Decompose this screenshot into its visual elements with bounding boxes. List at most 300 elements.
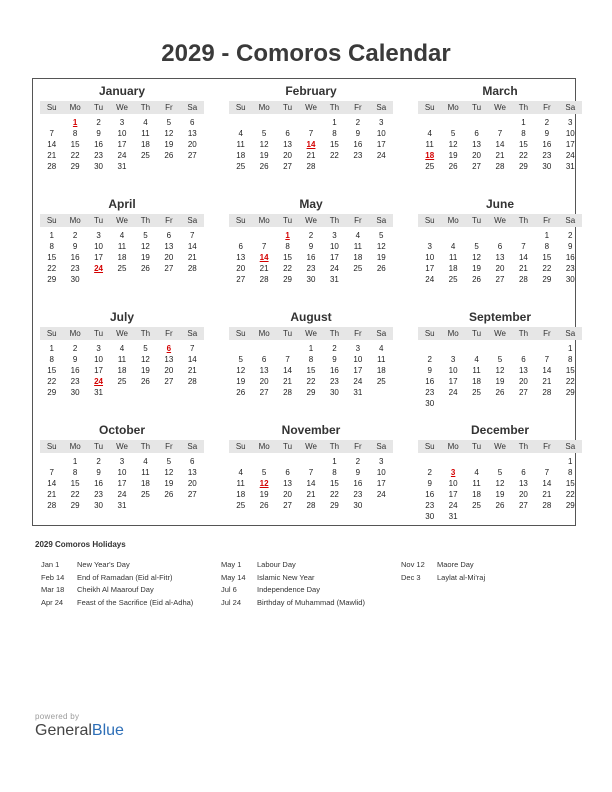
day-cell: 10 xyxy=(448,479,458,488)
empty-day-cell xyxy=(252,117,275,128)
day-cell: 22 xyxy=(47,377,57,386)
day-cell: 20 xyxy=(283,490,293,499)
month-may xyxy=(229,197,393,285)
day-cell: 9 xyxy=(355,468,361,477)
weekday-label: Tu xyxy=(472,329,482,338)
day-cell: 26 xyxy=(495,501,505,510)
day-cell: 21 xyxy=(518,264,528,273)
month-february xyxy=(229,84,393,172)
weekday-label: Th xyxy=(518,329,529,338)
day-cell: 5 xyxy=(497,355,503,364)
day-cell: 22 xyxy=(47,264,57,273)
day-cell: 26 xyxy=(236,388,246,397)
day-cell: 18 xyxy=(117,253,127,262)
day-cell: 6 xyxy=(521,355,526,364)
weekday-label: Mo xyxy=(69,329,81,338)
day-cell: 9 xyxy=(427,479,432,488)
day-cell: 16 xyxy=(70,366,80,375)
day-grid xyxy=(40,456,204,511)
day-cell: 6 xyxy=(521,468,526,477)
weekday-label: Sa xyxy=(187,103,198,112)
day-cell: 4 xyxy=(119,344,125,353)
day-cell: 12 xyxy=(495,479,505,488)
holiday-day-cell: 6 xyxy=(166,344,172,353)
weekday-label: Sa xyxy=(376,216,387,225)
day-cell: 8 xyxy=(544,242,550,251)
day-cell: 31 xyxy=(353,388,363,397)
day-cell: 20 xyxy=(187,479,197,488)
day-cell: 5 xyxy=(497,468,503,477)
holiday-item xyxy=(221,584,365,597)
day-cell: 11 xyxy=(425,140,434,149)
day-cell: 25 xyxy=(236,162,246,171)
day-cell: 9 xyxy=(72,242,78,251)
day-cell: 22 xyxy=(70,490,80,499)
month-july xyxy=(40,310,204,398)
day-cell: 20 xyxy=(518,377,528,386)
day-cell: 12 xyxy=(472,253,482,262)
holiday-day-cell: 3 xyxy=(450,468,456,477)
weekday-label: Tu xyxy=(283,442,293,451)
weekday-header xyxy=(418,440,582,453)
day-cell: 20 xyxy=(236,264,246,273)
weekday-label: We xyxy=(494,442,506,451)
day-cell: 24 xyxy=(376,151,386,160)
day-cell: 29 xyxy=(70,162,80,171)
holiday-name: New Year's Day xyxy=(77,560,130,569)
day-cell: 22 xyxy=(542,264,552,273)
empty-day-cell xyxy=(40,456,63,467)
day-cell: 25 xyxy=(117,377,127,386)
weekday-label: Mo xyxy=(447,216,459,225)
day-cell: 26 xyxy=(164,151,174,160)
day-cell: 15 xyxy=(565,366,575,375)
day-cell: 24 xyxy=(425,275,435,284)
day-grid xyxy=(40,117,204,172)
weekday-label: Tu xyxy=(283,329,293,338)
day-cell: 25 xyxy=(140,490,150,499)
day-cell: 25 xyxy=(236,501,246,510)
day-cell: 19 xyxy=(259,151,269,160)
weekday-label: Su xyxy=(424,329,435,338)
day-cell: 20 xyxy=(518,490,528,499)
day-cell: 30 xyxy=(70,275,80,284)
day-cell: 13 xyxy=(259,366,269,375)
day-cell: 7 xyxy=(521,242,526,251)
day-cell: 1 xyxy=(72,457,78,466)
holiday-date: Apr 24 xyxy=(41,597,64,607)
weekday-label: Su xyxy=(235,442,246,451)
day-cell: 18 xyxy=(353,253,363,262)
weekday-header xyxy=(40,214,204,227)
day-cell: 8 xyxy=(521,129,526,138)
day-cell: 6 xyxy=(497,242,503,251)
weekday-label: Fr xyxy=(543,329,551,338)
day-cell: 6 xyxy=(261,355,267,364)
day-cell: 25 xyxy=(353,264,363,273)
month-name: December xyxy=(470,423,530,437)
day-cell: 2 xyxy=(96,457,101,466)
day-cell: 21 xyxy=(259,264,269,273)
day-cell: 21 xyxy=(187,253,197,262)
day-cell: 27 xyxy=(187,151,197,160)
day-cell: 23 xyxy=(565,264,575,273)
weekday-label: Sa xyxy=(187,329,198,338)
day-cell: 23 xyxy=(425,388,435,397)
day-cell: 23 xyxy=(70,264,80,273)
day-cell: 23 xyxy=(425,501,435,510)
day-cell: 18 xyxy=(236,490,246,499)
month-january xyxy=(40,84,204,172)
day-cell: 12 xyxy=(376,242,386,251)
day-grid xyxy=(418,117,582,172)
empty-day-cell xyxy=(512,230,535,241)
holiday-item xyxy=(401,559,485,572)
day-cell: 4 xyxy=(450,242,456,251)
day-cell: 26 xyxy=(495,388,505,397)
day-cell: 26 xyxy=(259,162,269,171)
month-name: November xyxy=(281,423,341,437)
holiday-name: Feast of the Sacrifice (Eid al-Adha) xyxy=(77,597,194,607)
weekday-label: We xyxy=(305,329,317,338)
day-cell: 20 xyxy=(187,140,197,149)
weekday-label: Th xyxy=(518,103,529,112)
day-cell: 7 xyxy=(308,468,314,477)
day-cell: 23 xyxy=(94,490,104,499)
weekday-label: Sa xyxy=(187,442,198,451)
day-grid xyxy=(229,117,393,172)
empty-day-cell xyxy=(299,456,322,467)
holiday-date: Feb 14 xyxy=(41,572,65,582)
empty-day-cell xyxy=(229,456,252,467)
day-cell: 6 xyxy=(285,468,290,477)
day-cell: 24 xyxy=(329,264,339,273)
month-name: July xyxy=(109,310,134,324)
day-cell: 23 xyxy=(306,264,316,273)
day-cell: 16 xyxy=(542,140,552,149)
day-grid xyxy=(40,230,204,285)
empty-day-cell xyxy=(418,117,441,128)
generalblue-logo: GeneralBlue xyxy=(35,722,124,739)
day-cell: 4 xyxy=(474,468,479,477)
weekday-label: Fr xyxy=(165,442,173,451)
day-cell: 13 xyxy=(164,355,174,364)
weekday-label: Sa xyxy=(187,216,198,225)
day-cell: 9 xyxy=(308,242,314,251)
month-name: March xyxy=(482,84,518,98)
day-cell: 30 xyxy=(306,275,316,284)
day-cell: 14 xyxy=(495,140,505,149)
day-cell: 15 xyxy=(70,140,80,149)
day-cell: 1 xyxy=(568,344,573,353)
day-cell: 13 xyxy=(187,129,197,138)
holiday-item xyxy=(221,597,365,610)
day-cell: 22 xyxy=(306,377,316,386)
day-cell: 17 xyxy=(94,366,104,375)
day-cell: 20 xyxy=(164,366,174,375)
day-cell: 28 xyxy=(306,162,316,171)
holiday-name: Maore Day xyxy=(437,560,474,569)
day-cell: 12 xyxy=(140,355,150,364)
holiday-name: End of Ramadan (Eid al-Fitr) xyxy=(77,572,173,582)
day-cell: 21 xyxy=(495,151,505,160)
day-cell: 11 xyxy=(117,355,127,364)
day-cell: 16 xyxy=(306,253,316,262)
day-cell: 20 xyxy=(259,377,269,386)
day-cell: 6 xyxy=(474,129,479,138)
weekday-header xyxy=(418,101,582,114)
day-cell: 23 xyxy=(353,490,363,499)
day-cell: 7 xyxy=(49,468,54,477)
day-cell: 1 xyxy=(544,231,550,240)
day-cell: 14 xyxy=(283,366,293,375)
weekday-label: Mo xyxy=(447,103,459,112)
holiday-name: Cheikh Al Maarouf Day xyxy=(77,585,154,594)
weekday-label: Mo xyxy=(258,329,270,338)
day-cell: 10 xyxy=(376,468,386,477)
day-cell: 24 xyxy=(376,490,386,499)
day-cell: 25 xyxy=(472,388,482,397)
weekday-label: Tu xyxy=(472,216,482,225)
day-cell: 10 xyxy=(117,129,127,138)
weekday-label: Th xyxy=(140,329,151,338)
day-cell: 3 xyxy=(119,118,125,127)
weekday-label: We xyxy=(494,103,506,112)
day-cell: 29 xyxy=(47,388,57,397)
day-cell: 27 xyxy=(236,275,246,284)
day-cell: 10 xyxy=(329,242,339,251)
day-cell: 19 xyxy=(495,377,505,386)
weekday-label: Th xyxy=(518,216,529,225)
day-cell: 21 xyxy=(542,490,552,499)
holiday-day-cell: 12 xyxy=(259,479,269,488)
day-cell: 15 xyxy=(329,479,339,488)
weekday-header xyxy=(40,101,204,114)
day-cell: 9 xyxy=(355,129,361,138)
empty-day-cell xyxy=(229,343,252,354)
day-cell: 20 xyxy=(495,264,505,273)
day-cell: 25 xyxy=(376,377,386,386)
day-cell: 28 xyxy=(283,388,293,397)
day-grid xyxy=(418,343,582,409)
day-cell: 24 xyxy=(448,501,458,510)
empty-day-cell xyxy=(465,456,488,467)
day-cell: 16 xyxy=(353,479,363,488)
day-cell: 14 xyxy=(187,355,197,364)
day-cell: 23 xyxy=(94,151,104,160)
day-grid xyxy=(229,456,393,511)
day-cell: 2 xyxy=(308,231,314,240)
day-cell: 15 xyxy=(70,479,80,488)
weekday-label: Th xyxy=(140,442,151,451)
day-cell: 30 xyxy=(425,399,435,408)
day-cell: 18 xyxy=(140,479,150,488)
weekday-label: Mo xyxy=(69,103,81,112)
day-cell: 28 xyxy=(259,275,269,284)
day-cell: 6 xyxy=(190,457,195,466)
empty-day-cell xyxy=(252,230,275,241)
day-cell: 17 xyxy=(376,140,386,149)
weekday-label: We xyxy=(116,442,128,451)
day-cell: 24 xyxy=(117,151,127,160)
day-cell: 29 xyxy=(306,388,316,397)
empty-day-cell xyxy=(276,456,299,467)
empty-day-cell xyxy=(418,343,441,354)
day-cell: 30 xyxy=(94,501,104,510)
day-cell: 10 xyxy=(117,468,127,477)
day-cell: 2 xyxy=(568,231,573,240)
day-cell: 11 xyxy=(141,129,150,138)
weekday-label: Fr xyxy=(543,216,551,225)
empty-day-cell xyxy=(465,343,488,354)
day-cell: 29 xyxy=(70,501,80,510)
day-cell: 30 xyxy=(425,512,435,521)
holiday-item xyxy=(221,559,365,572)
weekday-label: Tu xyxy=(94,216,104,225)
weekday-label: Th xyxy=(329,442,340,451)
day-cell: 30 xyxy=(70,388,80,397)
holiday-item xyxy=(41,597,193,610)
holiday-name: Independence Day xyxy=(257,585,320,594)
holiday-date: Nov 12 xyxy=(401,560,425,569)
day-cell: 4 xyxy=(143,118,148,127)
weekday-label: Sa xyxy=(565,216,576,225)
day-cell: 8 xyxy=(568,468,573,477)
holiday-date: Mar 18 xyxy=(41,585,65,594)
day-cell: 14 xyxy=(306,479,316,488)
month-april xyxy=(40,197,204,285)
weekday-label: Su xyxy=(46,103,57,112)
holiday-name: Labour Day xyxy=(257,560,296,569)
day-cell: 1 xyxy=(308,344,314,353)
day-cell: 15 xyxy=(306,366,316,375)
day-cell: 18 xyxy=(376,366,386,375)
day-cell: 20 xyxy=(283,151,293,160)
day-cell: 11 xyxy=(472,479,481,488)
day-cell: 22 xyxy=(565,490,575,499)
day-cell: 3 xyxy=(119,457,125,466)
day-cell: 25 xyxy=(425,162,435,171)
day-cell: 7 xyxy=(261,242,267,251)
empty-day-cell xyxy=(441,117,464,128)
day-cell: 9 xyxy=(332,355,337,364)
day-cell: 12 xyxy=(164,468,174,477)
day-cell: 28 xyxy=(187,264,197,273)
day-cell: 21 xyxy=(283,377,293,386)
day-cell: 22 xyxy=(283,264,293,273)
day-cell: 9 xyxy=(427,366,432,375)
day-cell: 9 xyxy=(544,129,550,138)
weekday-header xyxy=(418,214,582,227)
day-cell: 29 xyxy=(518,162,528,171)
day-cell: 7 xyxy=(190,344,195,353)
holiday-name: Birthday of Muhammad (Mawlid) xyxy=(257,597,365,607)
day-cell: 28 xyxy=(306,501,316,510)
day-cell: 19 xyxy=(164,479,174,488)
day-cell: 29 xyxy=(47,275,57,284)
day-cell: 28 xyxy=(47,162,57,171)
weekday-label: We xyxy=(494,329,506,338)
holiday-day-cell: 24 xyxy=(94,264,104,273)
day-cell: 28 xyxy=(47,501,57,510)
day-cell: 29 xyxy=(542,275,552,284)
day-cell: 21 xyxy=(306,151,316,160)
weekday-label: Su xyxy=(46,442,57,451)
weekday-label: Mo xyxy=(69,442,81,451)
month-december xyxy=(418,423,582,522)
day-cell: 21 xyxy=(187,366,197,375)
weekday-label: Mo xyxy=(447,329,459,338)
holiday-item xyxy=(401,572,485,585)
day-cell: 20 xyxy=(164,253,174,262)
day-cell: 22 xyxy=(518,151,528,160)
day-cell: 12 xyxy=(259,140,269,149)
day-cell: 31 xyxy=(448,512,458,521)
day-cell: 17 xyxy=(565,140,575,149)
holiday-column xyxy=(401,559,485,584)
month-october xyxy=(40,423,204,511)
day-cell: 2 xyxy=(72,344,78,353)
empty-day-cell xyxy=(441,343,464,354)
day-cell: 26 xyxy=(140,264,150,273)
day-cell: 13 xyxy=(518,366,528,375)
day-cell: 7 xyxy=(285,355,290,364)
day-cell: 2 xyxy=(72,231,78,240)
day-cell: 26 xyxy=(448,162,458,171)
weekday-header xyxy=(418,327,582,340)
weekday-label: Su xyxy=(235,103,246,112)
weekday-label: Tu xyxy=(283,103,293,112)
day-cell: 4 xyxy=(379,344,384,353)
day-cell: 17 xyxy=(448,377,458,386)
day-cell: 23 xyxy=(353,151,363,160)
empty-day-cell xyxy=(512,456,535,467)
day-cell: 16 xyxy=(425,377,435,386)
day-cell: 7 xyxy=(49,129,54,138)
holiday-date: Jul 24 xyxy=(221,597,242,607)
day-cell: 14 xyxy=(47,140,57,149)
page-title: 2029 - Comoros Calendar xyxy=(161,40,451,67)
day-cell: 9 xyxy=(568,242,573,251)
day-cell: 29 xyxy=(329,501,339,510)
holiday-date: Jul 6 xyxy=(221,585,237,594)
weekday-label: We xyxy=(305,103,317,112)
weekday-label: Tu xyxy=(472,103,482,112)
weekday-label: Th xyxy=(329,329,340,338)
weekday-label: We xyxy=(494,216,506,225)
weekday-label: Sa xyxy=(376,103,387,112)
weekday-label: Tu xyxy=(472,442,482,451)
day-cell: 28 xyxy=(518,275,528,284)
empty-day-cell xyxy=(441,230,464,241)
day-cell: 31 xyxy=(329,275,339,284)
weekday-label: Tu xyxy=(94,329,104,338)
day-cell: 30 xyxy=(94,162,104,171)
day-cell: 10 xyxy=(94,355,104,364)
day-cell: 3 xyxy=(96,344,101,353)
day-cell: 18 xyxy=(236,151,246,160)
day-cell: 29 xyxy=(283,275,293,284)
weekday-label: Su xyxy=(235,216,246,225)
holiday-day-cell: 18 xyxy=(425,151,435,160)
day-cell: 30 xyxy=(542,162,552,171)
weekday-header xyxy=(40,327,204,340)
month-name: May xyxy=(299,197,323,211)
weekday-label: Su xyxy=(46,216,57,225)
day-cell: 1 xyxy=(568,457,573,466)
day-cell: 3 xyxy=(355,344,361,353)
holiday-date: May 14 xyxy=(221,572,246,582)
